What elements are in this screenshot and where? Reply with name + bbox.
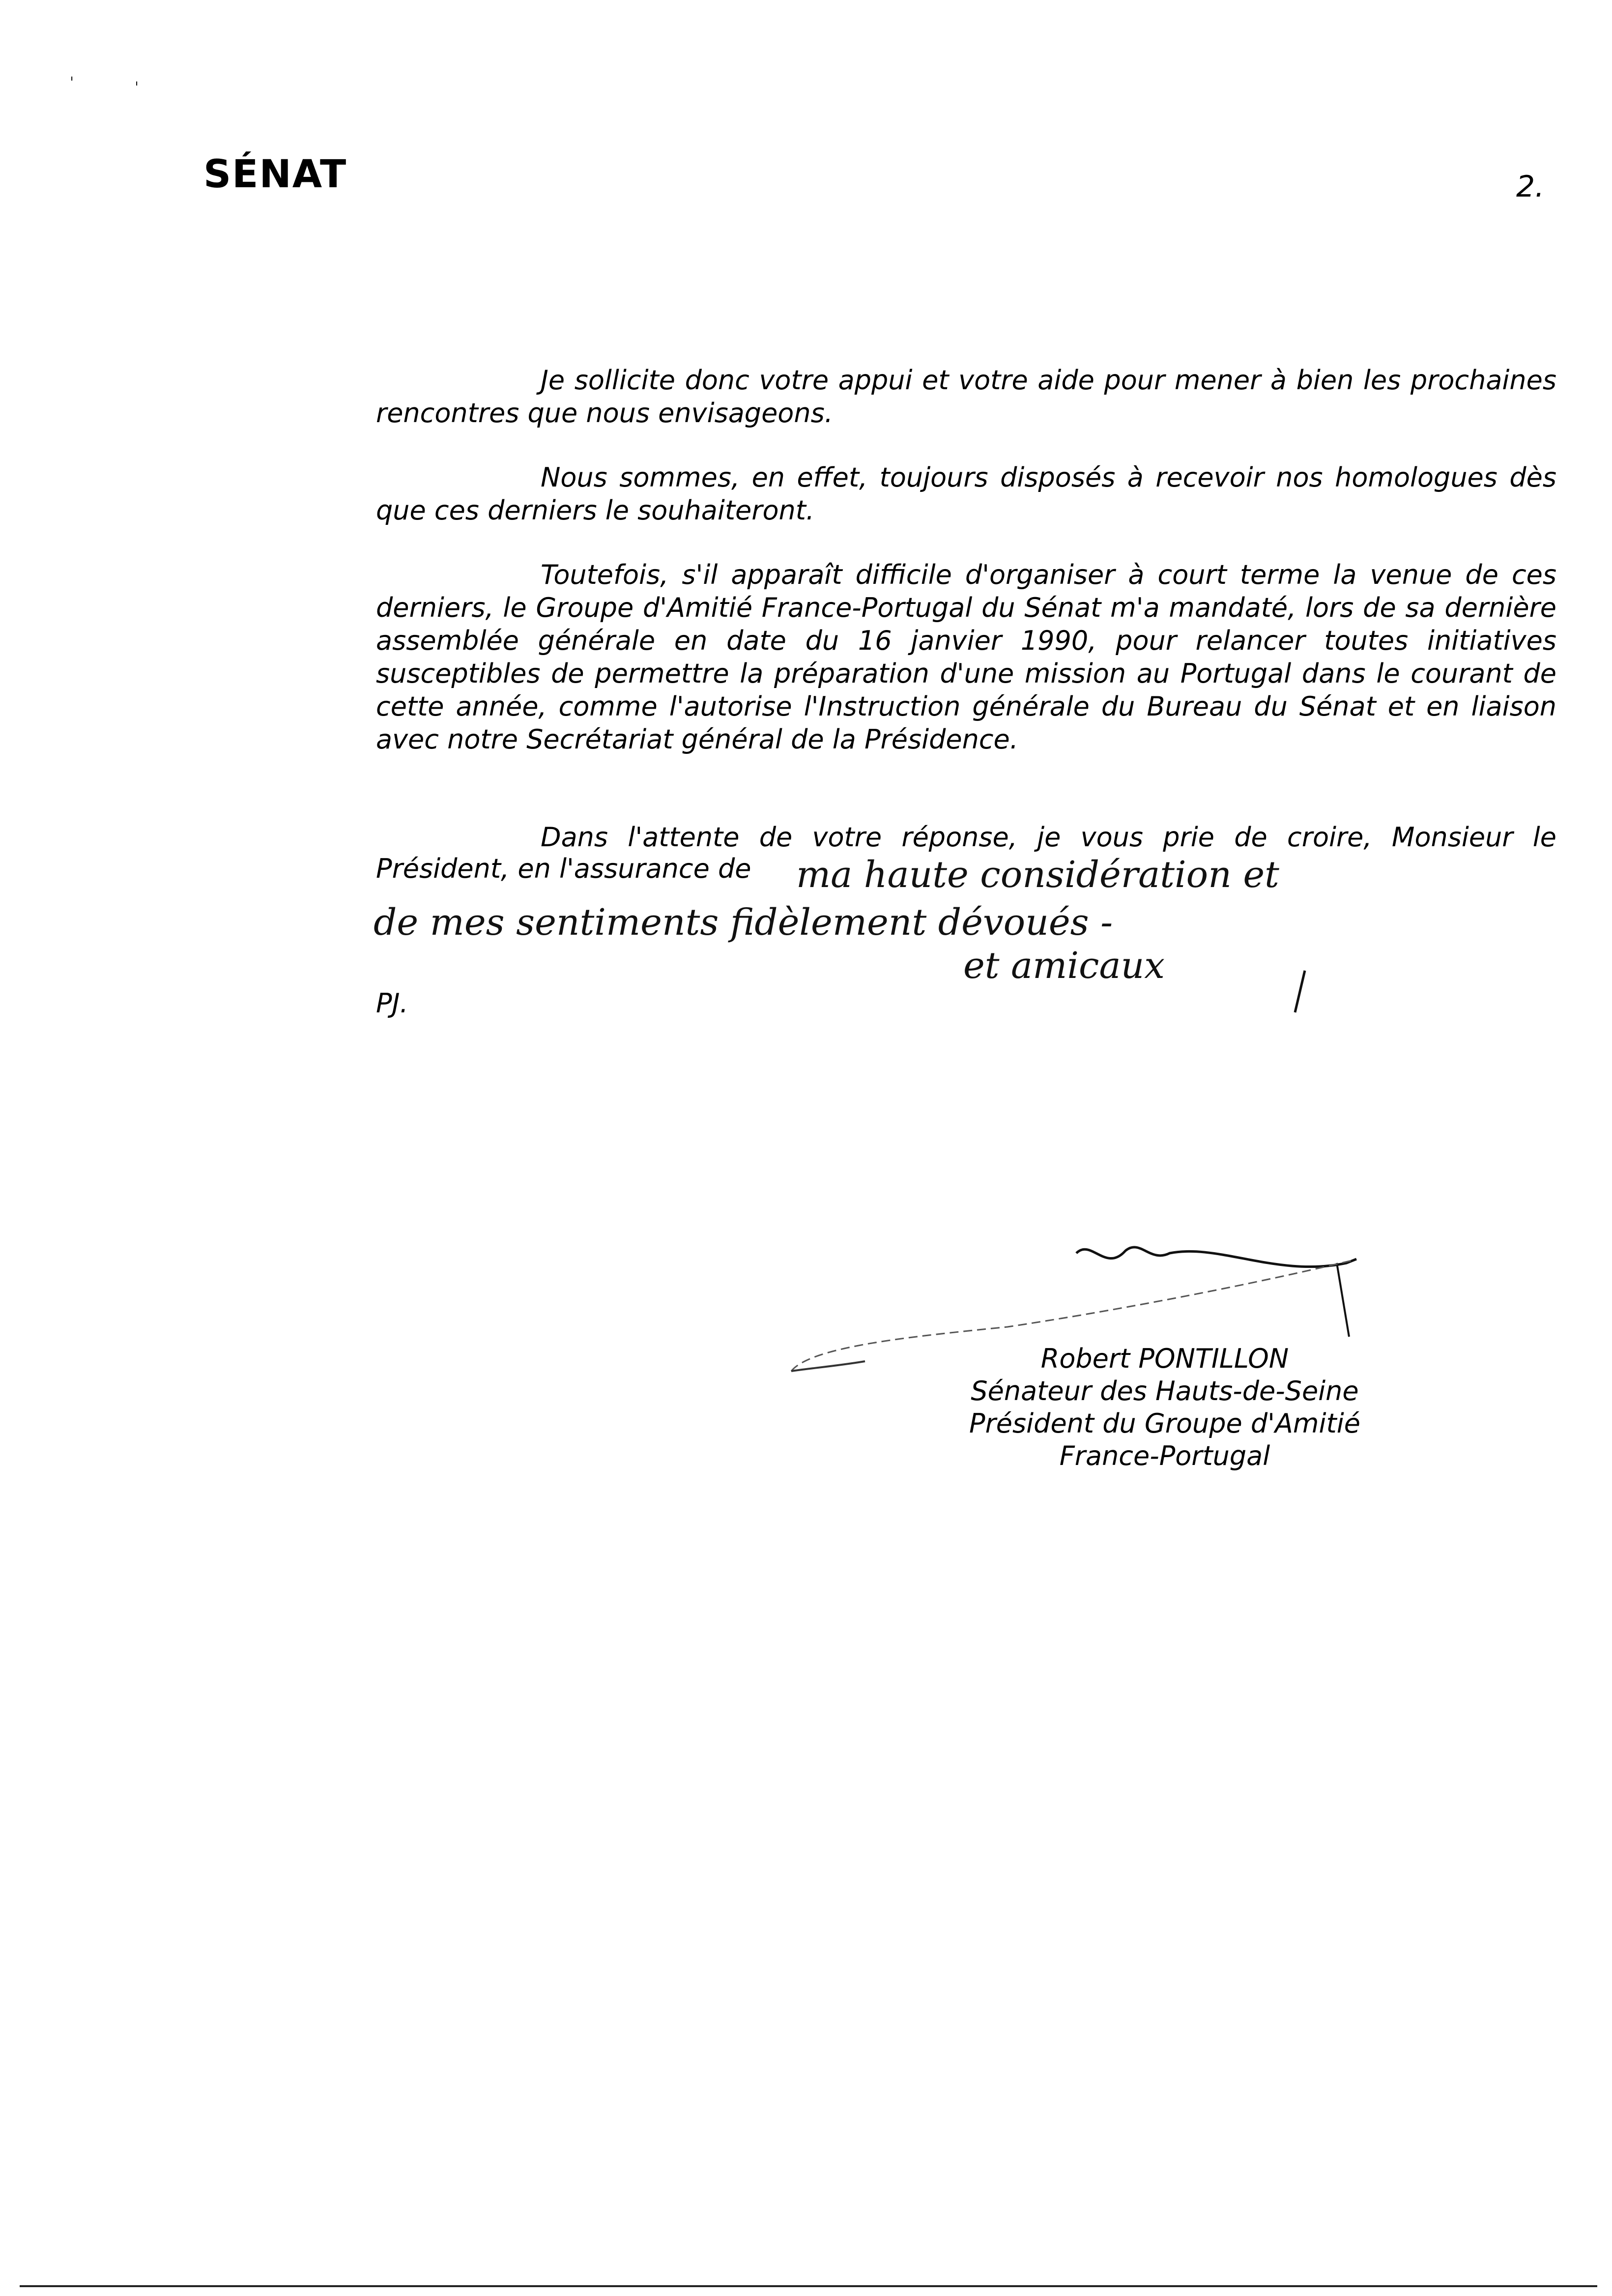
scan-mark: ˈ [70,75,74,92]
signatory-title-3: France-Portugal [1059,1440,1270,1471]
paragraph-1: Je sollicite donc votre appui et votre aide pour mener à bien les prochaines rencontres que nous envisageons. [376,365,1556,429]
paragraph-2: Nous sommes, en effet, toujours disposés à recevoir nos homologues dès que ces derniers le souhaiteront. [376,462,1556,526]
signature-scribble [1076,1247,1356,1267]
handwritten-line-1: ma haute considération et [796,854,1279,896]
signatory-title-1: Sénateur des Hauts-de-Seine [971,1376,1359,1406]
paragraph-4: Dans l'attente de votre réponse, je vous prie de croire, Monsieur le [541,822,1556,853]
signatory-name: Robert PONTILLON [1040,1343,1289,1374]
paragraph-3: Toutefois, s'il apparaît difficile d'organiser à court terme la venue de ces derniers, le Groupe d'Amitié France-Portugal du Sénat m'a mandaté, lors de sa dernière assemblée générale en date du 16 janvier 1990, pour relancer toutes initiatives susceptibles de permettre la préparation d'une mission au Portugal dans le courant de cette année, comme l'autorise l'Instruction générale du Bureau du Sénat et en liaison avec notre Secrétariat général de la Présidence. [376,559,1556,755]
signature-block [894,1343,1435,1472]
page-number: 2. [1516,170,1545,204]
scan-mark: ˈ [135,80,139,97]
enclosure-note: PJ. [376,988,408,1019]
senat-logo: SÉNAT [203,152,347,197]
closing-typed: Président, en l'assurance de [376,853,751,884]
handwritten-line-2: de mes sentiments fidèlement dévoués - [374,901,1113,944]
signatory-title-2: Président du Groupe d'Amitié [969,1408,1360,1439]
handwritten-line-3: et amicaux [963,945,1165,987]
